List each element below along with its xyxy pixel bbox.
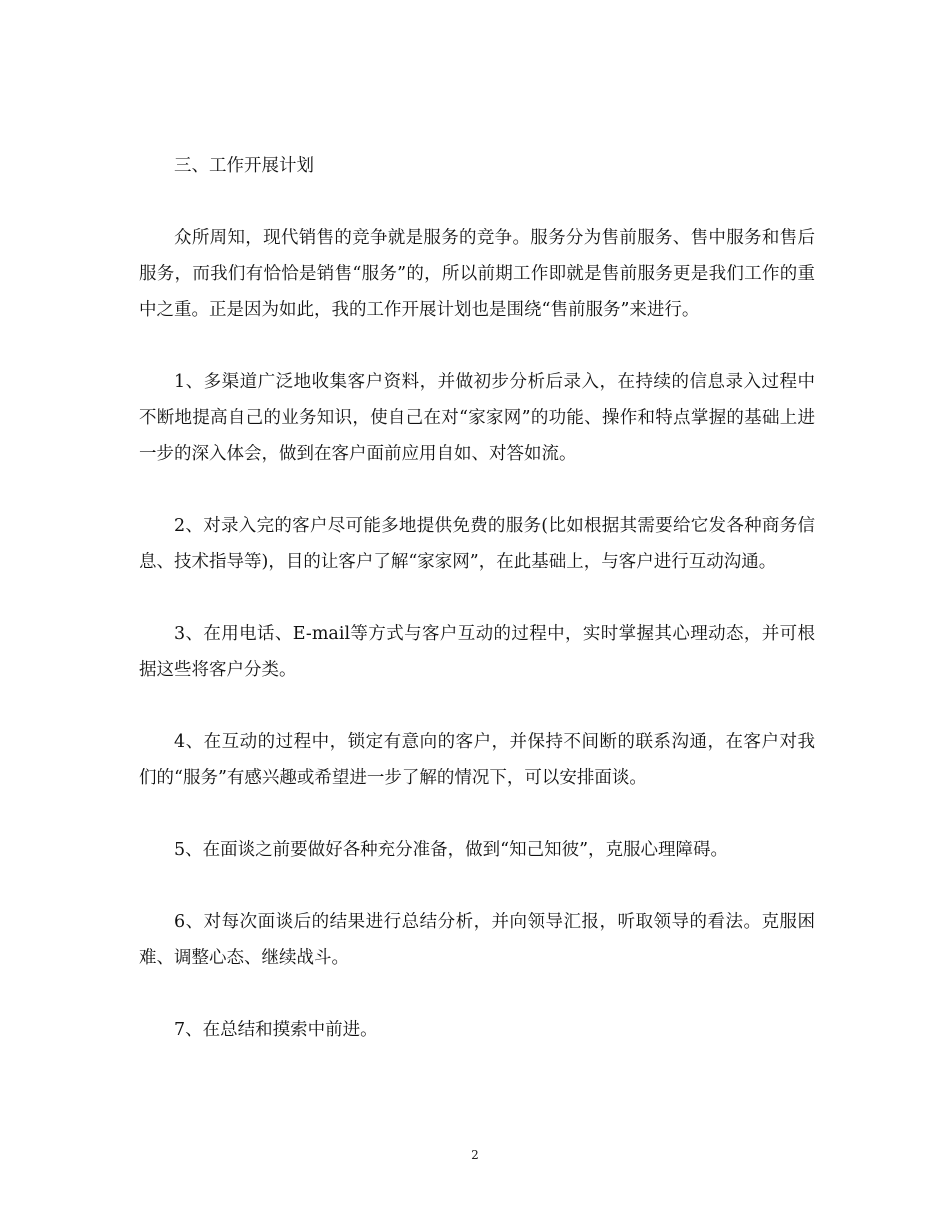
plan-item-3: 3、在用电话、E-mail等方式与客户互动的过程中，实时掌握其心理动态，并可根据这些将客户分类。 (139, 624, 815, 680)
intro-paragraph: 众所周知，现代销售的竞争就是服务的竞争。服务分为售前服务、售中服务和售后服务，而我们有恰恰是销售“服务”的，所以前期工作即就是售前服务更是我们工作的重中之重。正是因为如此，我的工作开展计划也是围绕“售前服务”来进行。 (139, 228, 815, 320)
page-number: 2 (471, 1148, 479, 1162)
document-body (139, 148, 815, 1084)
plan-item-6: 6、对每次面谈后的结果进行总结分析，并向领导汇报，听取领导的看法。克服困难、调整心态、继续战斗。 (139, 912, 815, 968)
plan-item-5: 5、在面谈之前要做好各种充分准备，做到“知己知彼”，克服心理障碍。 (174, 840, 729, 860)
section-heading: 三、工作开展计划 (174, 156, 314, 176)
plan-item-7: 7、在总结和摸索中前进。 (174, 1020, 378, 1040)
plan-item-4: 4、在互动的过程中，锁定有意向的客户，并保持不间断的联系沟通，在客户对我们的“服务”有感兴趣或希望进一步了解的情况下，可以安排面谈。 (139, 732, 815, 788)
plan-item-1: 1、多渠道广泛地收集客户资料，并做初步分析后录入，在持续的信息录入过程中不断地提高自己的业务知识，使自己在对“家家网”的功能、操作和特点掌握的基础上进一步的深入体会，做到在客户面前应用自如、对答如流。 (139, 372, 815, 464)
plan-item-2: 2、对录入完的客户尽可能多地提供免费的服务(比如根据其需要给它发各种商务信息、技术指导等)，目的让客户了解“家家网”，在此基础上，与客户进行互动沟通。 (139, 516, 815, 572)
